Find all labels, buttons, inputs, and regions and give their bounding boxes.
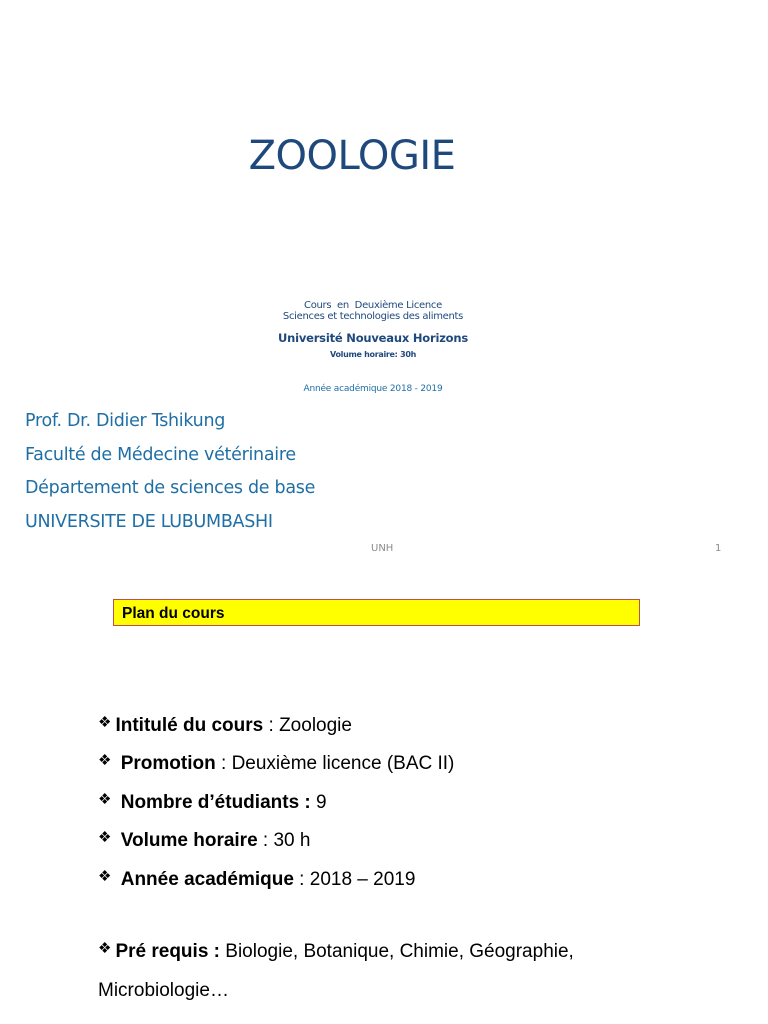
list-item [98, 751, 454, 775]
item-value: 2018 – 2019 [309, 869, 416, 890]
page-number: 1 [715, 543, 722, 554]
diamond-bullet-icon: ❖ [98, 868, 112, 885]
item-value: Zoologie [279, 715, 352, 736]
item-label: Promotion [120, 753, 216, 774]
diamond-bullet-icon: ❖ [98, 829, 112, 846]
plan-heading-box [113, 599, 640, 626]
item-value: Deuxième licence (BAC II) [231, 753, 455, 774]
prereq-item [98, 939, 574, 963]
prereq-continuation: Microbiologie… [98, 980, 229, 1001]
item-sep: : [293, 869, 310, 890]
course-description [0, 300, 746, 322]
item-label: Nombre d’étudiants : [120, 792, 311, 813]
item-value: 9 [316, 792, 327, 813]
diamond-bullet-icon: ❖ [98, 940, 112, 957]
item-sep: : [215, 753, 232, 774]
item-sep: : [263, 715, 280, 736]
item-sep: : [257, 830, 274, 851]
prereq-label: Pré requis : [115, 941, 220, 962]
slide-title: ZOOLOGIE [248, 133, 456, 179]
diamond-bullet-icon: ❖ [98, 714, 112, 731]
author-line: UNIVERSITE DE LUBUMBASHI [25, 511, 273, 532]
plan-heading: Plan du cours [122, 605, 225, 622]
author-block [25, 408, 315, 542]
item-label: Intitulé du cours [115, 715, 264, 736]
item-label: Volume horaire [120, 830, 258, 851]
diamond-bullet-icon: ❖ [98, 752, 112, 769]
item-label: Année académique [120, 869, 294, 890]
prereq-value: Biologie, Botanique, Chimie, Géographie, [220, 941, 574, 962]
list-item [98, 790, 327, 814]
list-item [98, 713, 352, 737]
university-name: Université Nouveaux Horizons [277, 331, 469, 345]
list-item [98, 828, 310, 852]
course-line-1: Cours en Deuxième Licence [304, 300, 442, 311]
course-line-2: Sciences et technologies des aliments [282, 311, 464, 322]
diamond-bullet-icon: ❖ [98, 791, 112, 808]
list-item [98, 867, 415, 891]
item-value: 30 h [273, 830, 311, 851]
volume-hours: Volume horaire: 30h [330, 350, 416, 359]
academic-year: Année académique 2018 - 2019 [303, 384, 443, 394]
author-line: Faculté de Médecine vétérinaire [25, 444, 296, 465]
slide-footer: UNH [371, 543, 394, 554]
author-line: Département de sciences de base [25, 478, 316, 498]
author-line: Prof. Dr. Didier Tshikung [25, 411, 226, 431]
